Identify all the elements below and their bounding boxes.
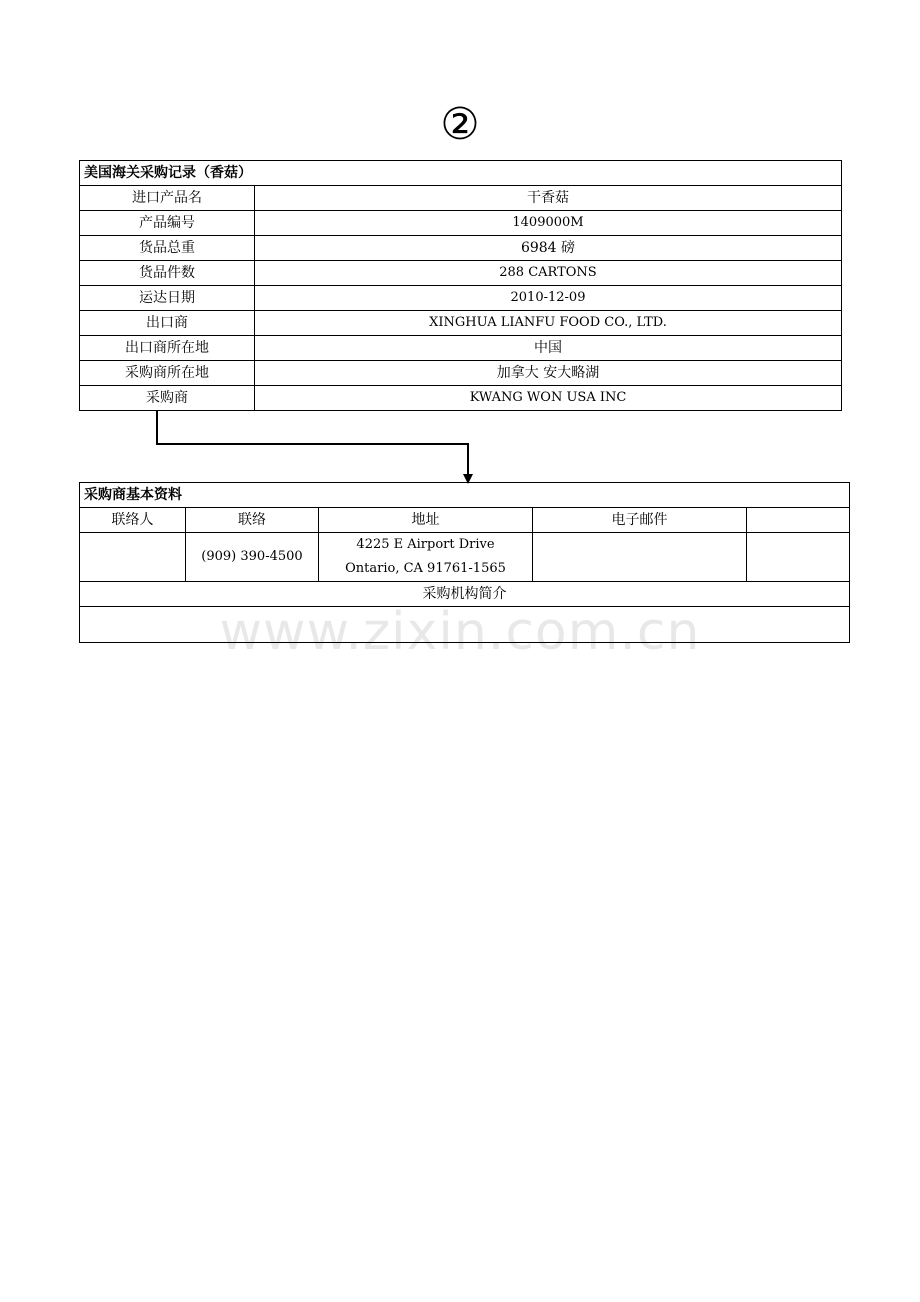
record-row: [80, 186, 842, 211]
buyer-title-row: [80, 483, 850, 508]
record-value: 1409000M: [255, 211, 842, 236]
buyer-value-row: [80, 533, 850, 582]
record-title: 美国海关采购记录（香菇）: [80, 161, 842, 186]
record-label: 采购商: [80, 386, 255, 411]
intro-label: 采购机构简介: [80, 582, 850, 607]
record-value: 加拿大 安大略湖: [255, 361, 842, 386]
record-title-row: [80, 161, 842, 186]
record-label: 采购商所在地: [80, 361, 255, 386]
intro-content-row: [80, 607, 850, 643]
buyer-title: 采购商基本资料: [80, 483, 850, 508]
record-row: [80, 336, 842, 361]
connector-arrow: [150, 410, 480, 488]
header-phone: 联络: [186, 508, 319, 533]
page-number: ②: [440, 99, 480, 150]
record-label: 货品总重: [80, 236, 255, 261]
address-line-1: 4225 E Airport Drive: [356, 537, 495, 552]
header-email: 电子邮件: [533, 508, 747, 533]
record-value: 干香菇: [255, 186, 842, 211]
value-phone: (909) 390-4500: [186, 533, 319, 582]
record-row: [80, 261, 842, 286]
record-row: [80, 286, 842, 311]
header-contact: 联络人: [80, 508, 186, 533]
buyer-profile-table: [79, 482, 850, 643]
record-value: 中国: [255, 336, 842, 361]
intro-content: [80, 607, 850, 643]
record-label: 产品编号: [80, 211, 255, 236]
record-row: [80, 236, 842, 261]
record-label: 货品件数: [80, 261, 255, 286]
record-row: [80, 386, 842, 411]
connector-line: [157, 410, 468, 476]
intro-label-row: [80, 582, 850, 607]
record-label: 运达日期: [80, 286, 255, 311]
record-row: [80, 211, 842, 236]
watermark: www.zixin.com.cn: [219, 602, 701, 662]
record-label: 出口商所在地: [80, 336, 255, 361]
record-label: 出口商: [80, 311, 255, 336]
value-contact: [80, 533, 186, 582]
customs-record-table: [79, 160, 842, 411]
buyer-header-row: [80, 508, 850, 533]
value-extra: [747, 533, 850, 582]
header-extra: [747, 508, 850, 533]
value-address: [319, 533, 533, 582]
address-line-2: Ontario, CA 91761-1565: [345, 561, 506, 576]
record-row: [80, 361, 842, 386]
record-value: XINGHUA LIANFU FOOD CO., LTD.: [255, 311, 842, 336]
header-address: 地址: [319, 508, 533, 533]
record-value: KWANG WON USA INC: [255, 386, 842, 411]
value-email: [533, 533, 747, 582]
record-value: 2010-12-09: [255, 286, 842, 311]
record-label: 进口产品名: [80, 186, 255, 211]
record-value: 288 CARTONS: [255, 261, 842, 286]
record-row: [80, 311, 842, 336]
record-value: 6984 磅: [255, 236, 842, 261]
